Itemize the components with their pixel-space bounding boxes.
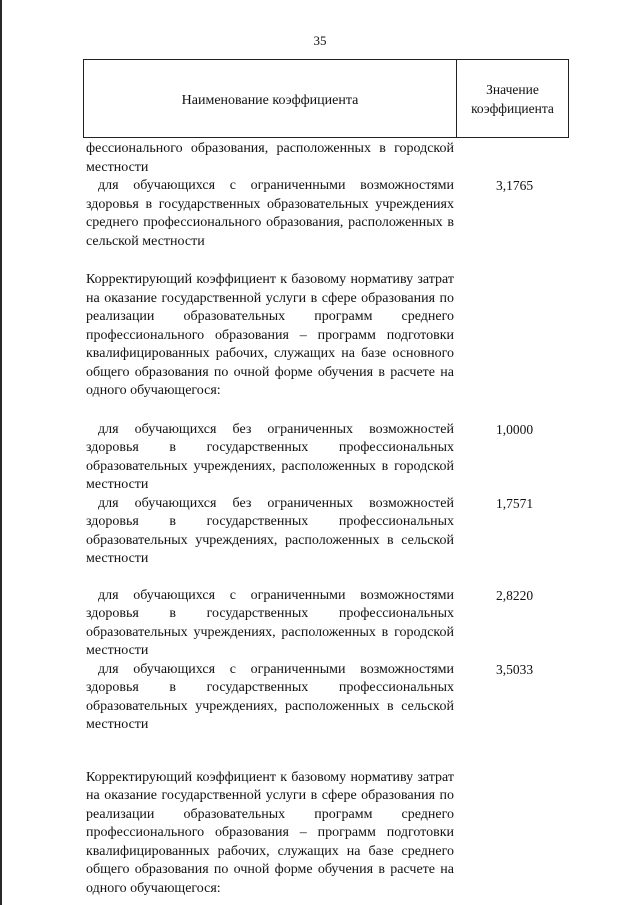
column-header-value-line2: коэффициента xyxy=(471,100,554,116)
row-text: для обучающихся с ограниченными возможностями здоровья в государственных профессиональных образовательных учреждениях, расположенных в сельской местности xyxy=(86,661,454,732)
table-body xyxy=(86,140,569,898)
row-spacer xyxy=(86,401,569,421)
table-row xyxy=(86,587,569,661)
row-spacer xyxy=(86,735,569,769)
row-text: Корректирующий коэффициент к базовому нормативу затрат на оказание государственной услуги в сфере образования по реализации образовательных программ среднего профессионального образования – программ подготовки квалифицированных рабочих, служащих на базе среднего общего образования по очной форме обучения в расчете на одного обучающегося: xyxy=(86,769,454,896)
row-value: 3,1765 xyxy=(495,178,534,193)
row-value: 1,0000 xyxy=(495,421,534,437)
table-header xyxy=(83,59,569,138)
column-header-value xyxy=(457,60,568,137)
row-text: для обучающихся без ограниченных возможностей здоровья в государственных профессиональных образовательных учреждениях, расположенных в сельской местности xyxy=(86,495,454,566)
table-row xyxy=(86,271,569,401)
row-value: 1,7571 xyxy=(495,495,534,511)
row-text: для обучающихся с ограниченными возможностями здоровья в государственных профессиональных образовательных учреждениях, расположенных в городской местности xyxy=(86,587,454,658)
row-text: для обучающихся без ограниченных возможностей здоровья в государственных профессиональных образовательных учреждениях, расположенных в городской местности xyxy=(86,421,454,492)
table-row xyxy=(86,661,569,735)
scan-left-edge xyxy=(0,0,2,905)
page-number: 35 xyxy=(313,33,327,48)
table-row xyxy=(86,140,569,177)
column-header-value-line1: Значение xyxy=(486,81,539,97)
table-row xyxy=(86,177,569,251)
row-spacer xyxy=(86,569,569,587)
row-spacer xyxy=(86,251,569,271)
table-row xyxy=(86,495,569,569)
row-value: 2,8220 xyxy=(495,587,534,603)
column-header-name: Наименование коэффициента xyxy=(84,60,457,137)
row-text: для обучающихся с ограниченными возможностями здоровья в государственных образовательных учреждениях среднего профессионального образования, расположенных в сельской местности xyxy=(86,178,454,249)
row-value: 3,5033 xyxy=(495,661,534,677)
row-text: Корректирующий коэффициент к базовому нормативу затрат на оказание государственной услуги в сфере образования по реализации образовательных программ среднего профессионального образования – программ подготовки квалифицированных рабочих, служащих на базе основного общего образования по очной форме обучения в расчете на одного обучающегося: xyxy=(86,272,454,398)
row-text: фессионального образования, расположенных в городской местности xyxy=(86,141,454,175)
table-row xyxy=(86,421,569,495)
table-row xyxy=(86,769,569,899)
